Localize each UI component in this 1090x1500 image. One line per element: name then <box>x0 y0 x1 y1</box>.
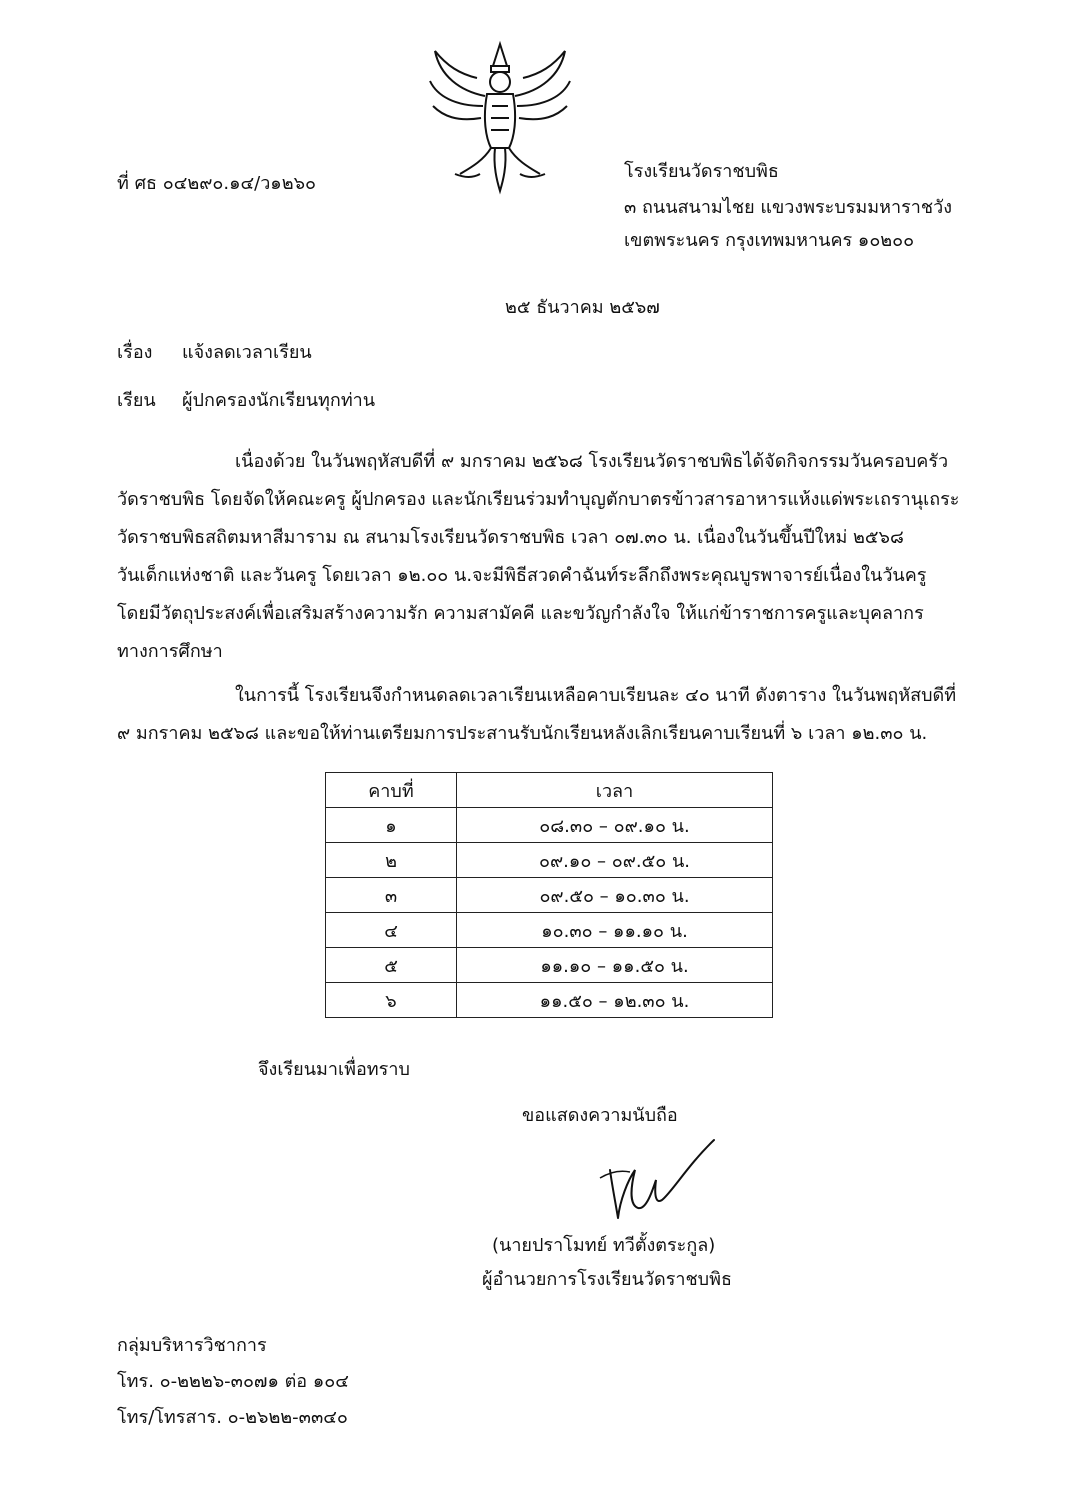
schedule-table <box>325 772 773 1018</box>
time-cell: ๑๑.๑๐ – ๑๑.๕๐ น. <box>457 948 773 983</box>
school-name: โรงเรียนวัดราชบพิธ <box>624 161 779 182</box>
table-row <box>326 843 773 878</box>
table-header-row <box>326 773 773 808</box>
table-row <box>326 913 773 948</box>
paragraph-line: ๙ มกราคม ๒๕๖๘ และขอให้ท่านเตรียมการประสานรับนักเรียนหลังเลิกเรียนคาบเรียนที่ ๖ เวลา ๑๒.๓๐ น. <box>117 723 928 744</box>
period-cell: ๖ <box>326 983 457 1018</box>
subject-text: แจ้งลดเวลาเรียน <box>182 342 312 363</box>
paragraph-line: เนื่องด้วย ในวันพฤหัสบดีที่ ๙ มกราคม ๒๕๖๘ โรงเรียนวัดราชบพิธได้จัดกิจกรรมวันครอบครัว <box>235 451 949 472</box>
paragraph-line: วัดราชบพิธ โดยจัดให้คณะครู ผู้ปกครอง และนักเรียนร่วมทำบุญตักบาตรข้าวสารอาหารแห้งแด่พระเถรานุเถระ <box>117 489 960 510</box>
time-cell: ๑๑.๕๐ – ๑๒.๓๐ น. <box>457 983 773 1018</box>
closing-line: จึงเรียนมาเพื่อทราบ <box>258 1059 410 1080</box>
signer-name: (นายปราโมทย์ ทวีตั้งตระกูล) <box>492 1235 716 1256</box>
signer-title: ผู้อำนวยการโรงเรียนวัดราชบพิธ <box>482 1269 732 1290</box>
body-paragraph-1 <box>117 443 959 671</box>
column-header-time: เวลา <box>457 773 773 808</box>
regards-line: ขอแสดงความนับถือ <box>522 1105 678 1126</box>
address-line-1: ๓ ถนนสนามไชย แขวงพระบรมมหาราชวัง <box>624 197 953 218</box>
fax-number: โทร/โทรสาร. ๐-๒๖๒๒-๓๓๔๐ <box>117 1407 348 1428</box>
department-name: กลุ่มบริหารวิชาการ <box>117 1335 267 1356</box>
period-cell: ๕ <box>326 948 457 983</box>
table-row <box>326 983 773 1018</box>
table-row <box>326 948 773 983</box>
paragraph-line: ในการนี้ โรงเรียนจึงกำหนดลดเวลาเรียนเหลือคาบเรียนละ ๔๐ นาที ดังตาราง ในวันพฤหัสบดีที่ <box>235 685 957 706</box>
garuda-emblem-icon <box>425 36 575 196</box>
column-header-period: คาบที่ <box>326 773 457 808</box>
table-row <box>326 808 773 843</box>
phone-number: โทร. ๐-๒๒๒๖-๓๐๗๑ ต่อ ๑๐๔ <box>117 1371 349 1392</box>
paragraph-line: วันเด็กแห่งชาติ และวันครู โดยเวลา ๑๒.๐๐ น.จะมีพิธีสวดคำฉันท์ระลึกถึงพระคุณบูรพาจารย์เนื่องในวันครู <box>117 565 927 586</box>
period-cell: ๑ <box>326 808 457 843</box>
recipient-label: เรียน <box>117 390 156 411</box>
reference-number: ที่ ศธ ๐๔๒๙๐.๑๔/ว๑๒๖๐ <box>117 173 317 194</box>
table-row <box>326 878 773 913</box>
period-cell: ๓ <box>326 878 457 913</box>
time-cell: ๐๙.๕๐ – ๑๐.๓๐ น. <box>457 878 773 913</box>
time-cell: ๑๐.๓๐ – ๑๑.๑๐ น. <box>457 913 773 948</box>
paragraph-line: ทางการศึกษา <box>117 641 223 662</box>
period-cell: ๒ <box>326 843 457 878</box>
body-paragraph-2 <box>117 677 956 753</box>
address-line-2: เขตพระนคร กรุงเทพมหานคร ๑๐๒๐๐ <box>624 230 915 251</box>
period-cell: ๔ <box>326 913 457 948</box>
letter-date: ๒๕ ธันวาคม ๒๕๖๗ <box>505 297 660 318</box>
paragraph-line: โดยมีวัตถุประสงค์เพื่อเสริมสร้างความรัก ความสามัคคี และขวัญกำลังใจ ให้แก่ข้าราชการครูและบุคลากร <box>117 603 924 624</box>
time-cell: ๐๘.๓๐ – ๐๙.๑๐ น. <box>457 808 773 843</box>
subject-label: เรื่อง <box>117 342 153 363</box>
recipient-text: ผู้ปกครองนักเรียนทุกท่าน <box>182 390 376 411</box>
signature-icon <box>590 1130 720 1225</box>
paragraph-line: วัดราชบพิธสถิตมหาสีมาราม ณ สนามโรงเรียนวัดราชบพิธ เวลา ๐๗.๓๐ น. เนื่องในวันขึ้นปีใหม่ ๒๕๖๘ <box>117 527 904 548</box>
time-cell: ๐๙.๑๐ – ๐๙.๕๐ น. <box>457 843 773 878</box>
